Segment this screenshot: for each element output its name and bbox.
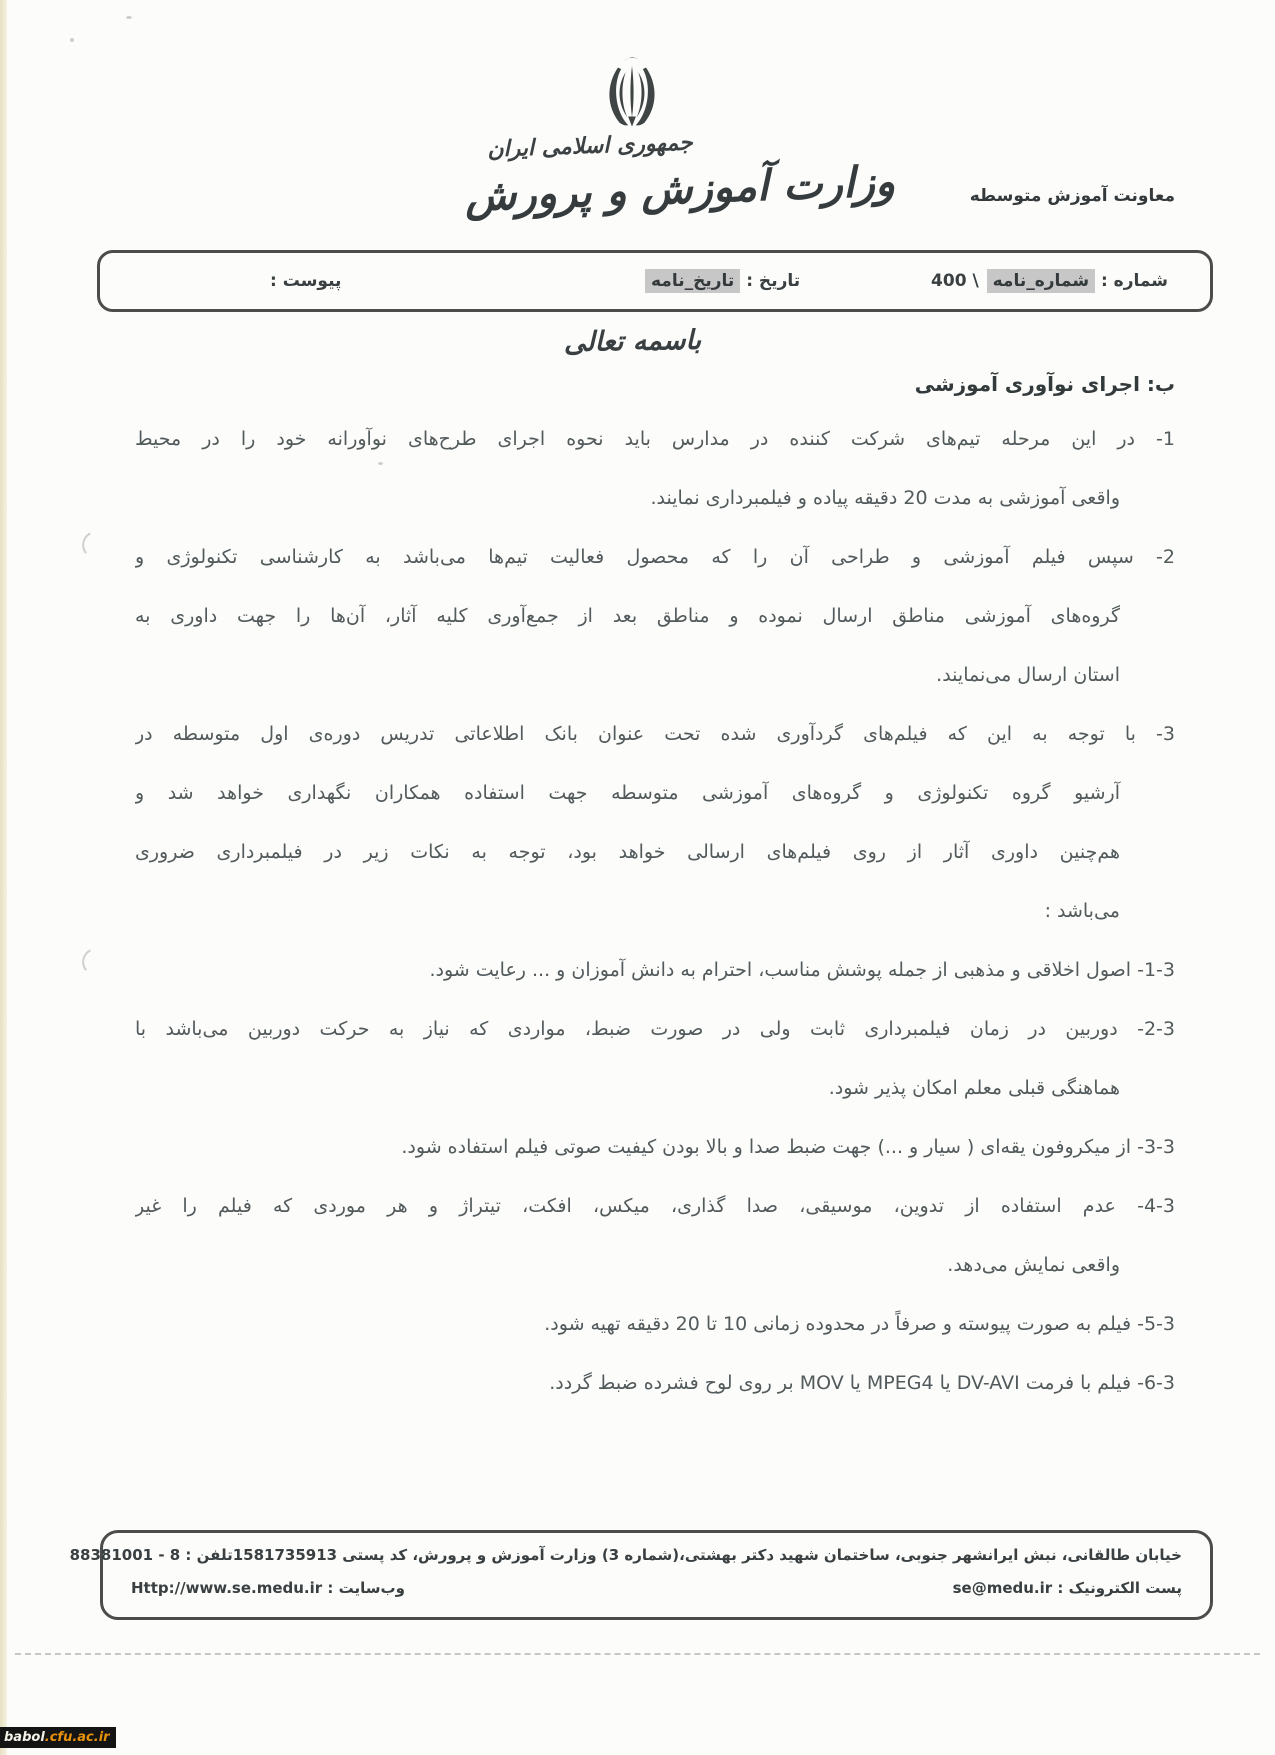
body-line: هماهنگی قبلی معلم امکان پذیر شود.	[828, 1077, 1120, 1099]
iran-emblem-icon	[597, 48, 667, 140]
body-line: 3‏-‏4‏- عدم استفاده از تدوین، موسیقی، صدا گذاری، میکس، افکت، تیتراژ و هر موردی که فیلم را غیر	[135, 1195, 1175, 1217]
body-line: استان ارسال می‌نمایند.	[936, 664, 1120, 686]
body-line: گروه‌های آموزشی مناطق ارسال نموده و مناطق بعد از جمع‌آوری کلیه آثار، آن‌ها را جهت داوری به	[135, 605, 1120, 627]
letter-number-label: شماره :	[1100, 271, 1168, 291]
body-line: می‌باشد :	[1044, 900, 1120, 922]
ministry-title-line: وزارت آموزش و پرورش	[464, 156, 896, 221]
body-line: 3‏-‏3‏- از میکروفون یقه‌ای ( سیار و ...) جهت ضبط صدا و بالا بودن کیفیت صوتی فیلم استفاده شود.	[401, 1136, 1175, 1158]
footer-links-row	[131, 1579, 1182, 1597]
letter-date-placeholder: تاریخ_نامه	[645, 269, 740, 293]
dashed-separator	[15, 1653, 1260, 1655]
letter-meta-bar	[97, 250, 1213, 312]
letter-attachment-label: پیوست :	[270, 271, 342, 291]
letter-number-placeholder: شماره_نامه	[987, 269, 1095, 293]
body-line: هم‌چنین داوری آثار از روی فیلم‌های ارسالی خواهد بود، توجه به نکات زیر در فیلمبرداری ضروری	[135, 841, 1120, 863]
body-line: 3‏-‏2‏- دوربین در زمان فیلمبرداری ثابت ولی در صورت ضبط، مواردی که نیاز به حرکت دوربین می‌باشد با	[135, 1018, 1175, 1040]
letter-number-group	[929, 271, 1168, 291]
scan-artifact-arc	[79, 943, 123, 982]
footer-website-value: Http://www.se.medu.ir	[131, 1579, 323, 1597]
footer-contact-box	[69, 1530, 1213, 1620]
letter-date-group	[645, 271, 800, 291]
body-line: واقعی آموزشی به مدت 20 دقیقه پیاده و فیلمبرداری نمایند.	[650, 487, 1120, 509]
deputy-secondary-education-label: معاونت آموزش متوسطه	[969, 186, 1175, 206]
scan-artifact-arc	[79, 526, 123, 565]
besmellah-calligraphy: باسمه تعالی	[563, 324, 702, 359]
section-heading: ب: اجرای نوآوری آموزشی	[914, 372, 1175, 396]
scan-edge-strip	[0, 0, 7, 1755]
footer-address-row	[69, 1546, 1182, 1564]
body-line: واقعی نمایش می‌دهد.	[947, 1254, 1120, 1276]
body-line: 3- با توجه به این که فیلم‌های گردآوری شده تحت عنوان بانک اطلاعاتی تدریس دوره‌ی اول متوسطه در	[135, 723, 1175, 745]
footer-email-value: se@medu.ir	[952, 1579, 1053, 1597]
body-line: آرشیو گروه تکنولوژی و گروه‌های آموزشی متوسطه جهت استفاده همکاران نگهداری خواهد شد و	[135, 782, 1120, 804]
letter-date-label: تاریخ :	[746, 271, 801, 291]
footer-address: خیابان طالقانی، نبش ایرانشهر جنوبی، ساختمان شهید دکتر بهشتی،(شماره 3) وزارت آموزش و پرورش، کد پستی 1581735913	[232, 1546, 1182, 1564]
footer-website-label: وب‌سایت :	[327, 1579, 405, 1597]
letter-number-suffix: \ 400	[931, 271, 979, 291]
republic-of-iran-line: جمهوری اسلامی ایران	[486, 130, 694, 163]
scan-speck	[378, 462, 383, 465]
body-line: 2- سپس فیلم آموزشی و طراحی آن را که محصول فعالیت تیم‌ها می‌باشد به کارشناسی تکنولوژی و	[135, 546, 1175, 568]
body-line: 1- در این مرحله تیم‌های شرکت کننده در مدارس باید نحوه اجرای طرح‌های نوآورانه خود را در محیط	[135, 428, 1175, 450]
watermark-prefix: babol	[4, 1730, 45, 1745]
watermark-badge	[0, 1727, 116, 1748]
body-line: 3‏-‏1‏- اصول اخلاقی و مذهبی از جمله پوشش مناسب، احترام به دانش آموزان و ... رعایت شود.	[429, 959, 1175, 981]
watermark-suffix: .cfu.ac.ir	[44, 1730, 110, 1745]
body-line: 3‏-‏6‏- فیلم با فرمت DV-AVI یا MPEG4 یا MOV بر روی لوح فشرده ضبط گردد.	[549, 1372, 1175, 1394]
footer-phone: تلفن : 8 - 88381001	[69, 1546, 233, 1564]
footer-website-group	[131, 1579, 405, 1597]
scan-speck	[126, 16, 132, 19]
scan-speck	[70, 38, 74, 42]
footer-email-group	[953, 1579, 1182, 1597]
body-line: 3‏-‏5‏- فیلم به صورت پیوسته و صرفاً در محدوده زمانی 10 تا 20 دقیقه تهیه شود.	[544, 1313, 1175, 1335]
footer-email-label: پست الکترونیک :	[1057, 1579, 1182, 1597]
letter-body	[135, 410, 1175, 1413]
